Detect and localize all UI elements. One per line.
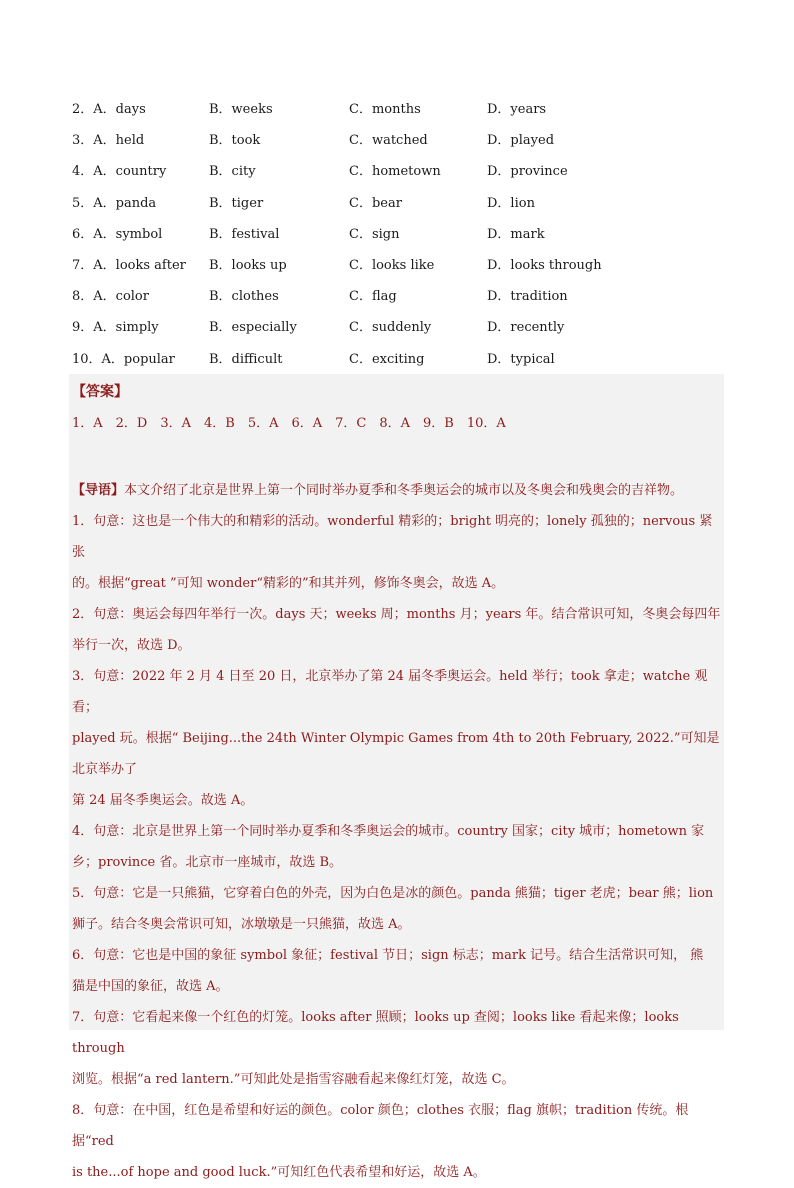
option-a: 4．A．country [72, 164, 167, 180]
option-d: D．played [487, 133, 555, 149]
option-c: C．hometown [349, 164, 441, 180]
option-row [72, 100, 732, 131]
option-d: D．tradition [487, 289, 568, 305]
option-c: C．watched [349, 133, 428, 149]
option-d: D．province [487, 164, 568, 180]
guide-tag: 【导语】 [72, 483, 125, 498]
option-c: C．months [349, 102, 421, 117]
option-b: B．city [209, 164, 256, 180]
option-b: B．especially [209, 320, 297, 336]
explanation-line: 浏览。根据“a red lantern.”可知此处是指雪容融看起来像红灯笼，故选 C。 [72, 1072, 515, 1087]
option-a: 5．A．panda [72, 195, 157, 211]
option-row [72, 225, 732, 256]
option-c: C．suddenly [349, 320, 432, 336]
option-b: B．looks up [209, 257, 287, 273]
option-a: 6．A．symbol [72, 226, 163, 242]
option-row [72, 256, 732, 287]
explanation-line: 5．句意：它是一只熊猫，它穿着白色的外壳，因为白色是冰的颜色。panda 熊猫；tiger 老虎；bear 熊；lion [72, 886, 714, 901]
options-list [72, 100, 732, 381]
option-b: B．weeks [209, 102, 273, 117]
option-b: B．clothes [209, 289, 279, 305]
explanation [72, 475, 722, 1188]
option-row [72, 194, 732, 225]
option-b: B．took [209, 133, 261, 149]
option-row [72, 162, 732, 193]
option-a: 8．A．color [72, 289, 149, 305]
option-d: D．mark [487, 226, 545, 242]
option-d: D．years [487, 102, 547, 117]
option-c: C．looks like [349, 257, 435, 273]
option-a: 9．A．simply [72, 320, 159, 336]
option-a: 3．A．held [72, 133, 145, 149]
explanation-line: 猫是中国的象征，故选 A。 [72, 979, 229, 994]
explanation-line: 6．句意：它也是中国的象征 symbol 象征；festival 节日；sign 标志；mark 记号。结合生活常识可知， 熊 [72, 948, 704, 963]
explanation-line: is the...of hope and good luck.”可知红色代表希望和好运，故选 A。 [72, 1165, 486, 1180]
option-b: B．difficult [209, 351, 283, 367]
option-b: B．tiger [209, 195, 264, 211]
option-row [72, 131, 732, 162]
explanation-line: 4．句意：北京是世界上第一个同时举办夏季和冬季奥运会的城市。country 国家；city 城市；hometown 家 [72, 824, 705, 839]
explanation-line: 3．句意：2022 年 2 月 4 日至 20 日，北京举办了第 24 届冬季奥运会。held 举行；took 拿走；watche 观看； [72, 669, 708, 715]
option-row [72, 287, 732, 318]
explanation-line: 7．句意：它看起来像一个红色的灯笼。looks after 照顾；looks up 查阅；looks like 看起来像；looks through [72, 1010, 679, 1056]
option-c: C．exciting [349, 351, 425, 367]
option-b: B．festival [209, 226, 280, 242]
option-a: 7．A．looks after [72, 257, 186, 273]
explanation-line: 2．句意：奥运会每四年举行一次。days 天；weeks 周；months 月；years 年。结合常识可知，冬奥会每四年 [72, 607, 721, 622]
explanation-line: played 玩。根据“ Beijing...the 24th Winter Olympic Games from 4th to 20th February, 2022.”可知是北京举办了 [72, 731, 720, 777]
explanation-line: 乡；province 省。北京市一座城市，故选 B。 [72, 855, 343, 870]
answer-heading: 【答案】 [72, 384, 128, 400]
explanation-line: 举行一次，故选 D。 [72, 638, 191, 653]
option-c: C．bear [349, 195, 402, 211]
option-a: 10．A．popular [72, 351, 175, 367]
option-c: C．flag [349, 289, 397, 305]
explanation-line: 【导语】本文介绍了北京是世界上第一个同时举办夏季和冬季奥运会的城市以及冬奥会和残奥会的吉祥物。 [72, 483, 684, 498]
option-d: D．looks through [487, 257, 602, 273]
explanation-line: 8．句意：在中国，红色是希望和好运的颜色。color 颜色；clothes 衣服；flag 旗帜；tradition 传统。根据“red [72, 1103, 689, 1149]
option-d: D．typical [487, 351, 555, 367]
answer-key: 1．A 2．D 3．A 4．B 5．A 6．A 7．C 8．A 9．B 10．A [72, 416, 506, 431]
explanation-line: 第 24 届冬季奥运会。故选 A。 [72, 793, 254, 808]
explanation-line: 1．句意：这也是一个伟大的和精彩的活动。wonderful 精彩的；bright 明亮的；lonely 孤独的；nervous 紧张 [72, 514, 713, 560]
option-row [72, 318, 732, 349]
option-c: C．sign [349, 226, 400, 242]
option-a: 2．A．days [72, 102, 146, 117]
explanation-line: 的。根据“great ”可知 wonder“精彩的”和其并列，修饰冬奥会，故选 A。 [72, 576, 505, 591]
option-d: D．recently [487, 320, 565, 336]
explanation-line: 狮子。结合冬奥会常识可知，冰墩墩是一只熊猫，故选 A。 [72, 917, 411, 932]
option-d: D．lion [487, 195, 535, 211]
